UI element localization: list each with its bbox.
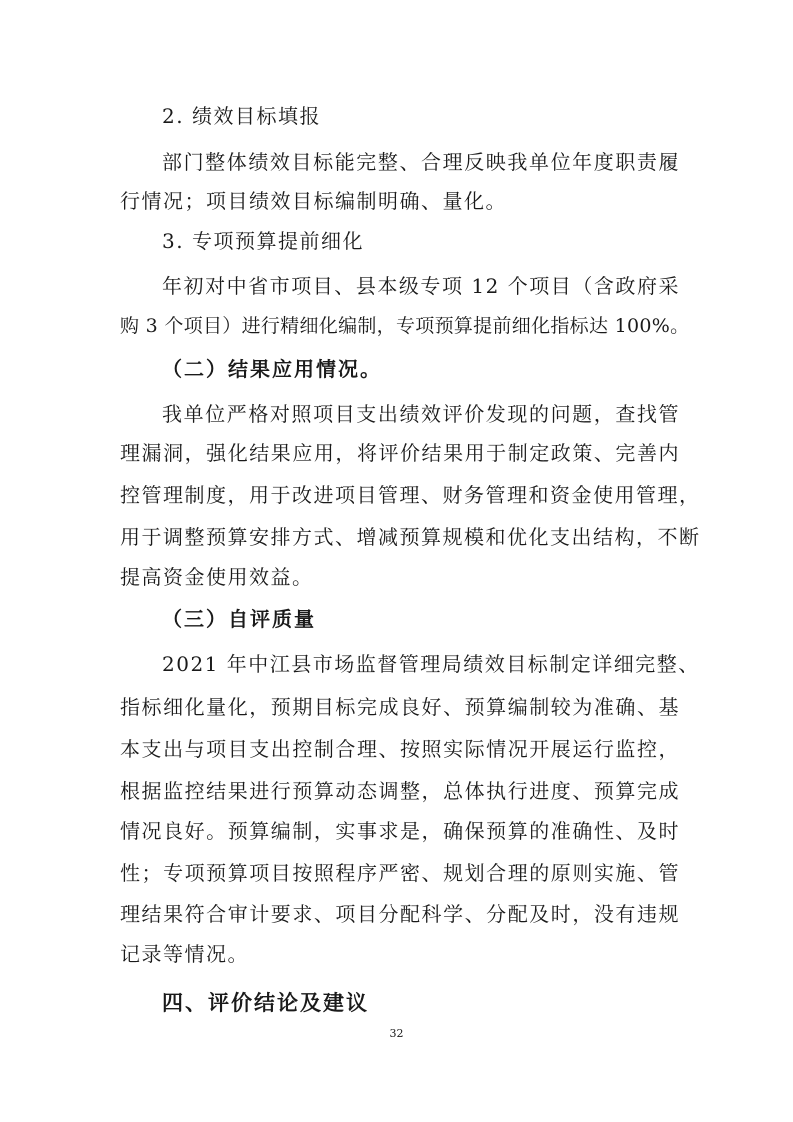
subsection-heading-3: 3. 专项预算提前细化	[162, 229, 364, 253]
subsection-heading-2: 2. 绩效目标填报	[162, 104, 321, 128]
paragraph-line: 用于调整预算安排方式、增减预算规模和优化支出结构，不断	[120, 525, 701, 549]
paragraph-line: 性；专项预算项目按照程序严密、规划合理的原则实施、管	[120, 861, 680, 885]
paragraph-line: 控管理制度，用于改进项目管理、财务管理和资金使用管理，	[120, 483, 701, 507]
paragraph-line: 记录等情况。	[120, 942, 249, 966]
paragraph-line: 我单位严格对照项目支出绩效评价发现的问题，查找管	[162, 402, 680, 426]
paragraph-line: 部门整体绩效目标能完整、合理反映我单位年度职责履	[162, 150, 680, 174]
section-heading-conclusion: 四、评价结论及建议	[162, 991, 369, 1015]
paragraph-line: 2021 年中江县市场监督管理局绩效目标制定详细完整、	[162, 652, 700, 676]
paragraph-line: 理结果符合审计要求、项目分配科学、分配及时，没有违规	[120, 902, 680, 926]
paragraph-line: 购 3 个项目）进行精细化编制，专项预算提前细化指标达 100%。	[120, 315, 690, 337]
page-number: 32	[389, 1027, 404, 1040]
paragraph-line: 指标细化量化，预期目标完成良好、预算编制较为准确、基	[120, 695, 680, 719]
paragraph-line: 根据监控结果进行预算动态调整，总体执行进度、预算完成	[120, 779, 680, 803]
paragraph-line: 情况良好。预算编制，实事求是，确保预算的准确性、及时	[120, 819, 680, 843]
paragraph-line: 理漏洞，强化结果应用，将评价结果用于制定政策、完善内	[120, 441, 680, 465]
paragraph-line: 本支出与项目支出控制合理、按照实际情况开展运行监控，	[120, 737, 680, 761]
paragraph-line: 提高资金使用效益。	[120, 565, 314, 589]
subsection-heading-results: （二）结果应用情况。	[162, 357, 382, 381]
subsection-heading-quality: （三）自评质量	[162, 607, 316, 631]
paragraph-line: 行情况；项目绩效目标编制明确、量化。	[120, 189, 507, 213]
paragraph-line: 年初对中省市项目、县本级专项 12 个项目（含政府采	[162, 274, 680, 298]
